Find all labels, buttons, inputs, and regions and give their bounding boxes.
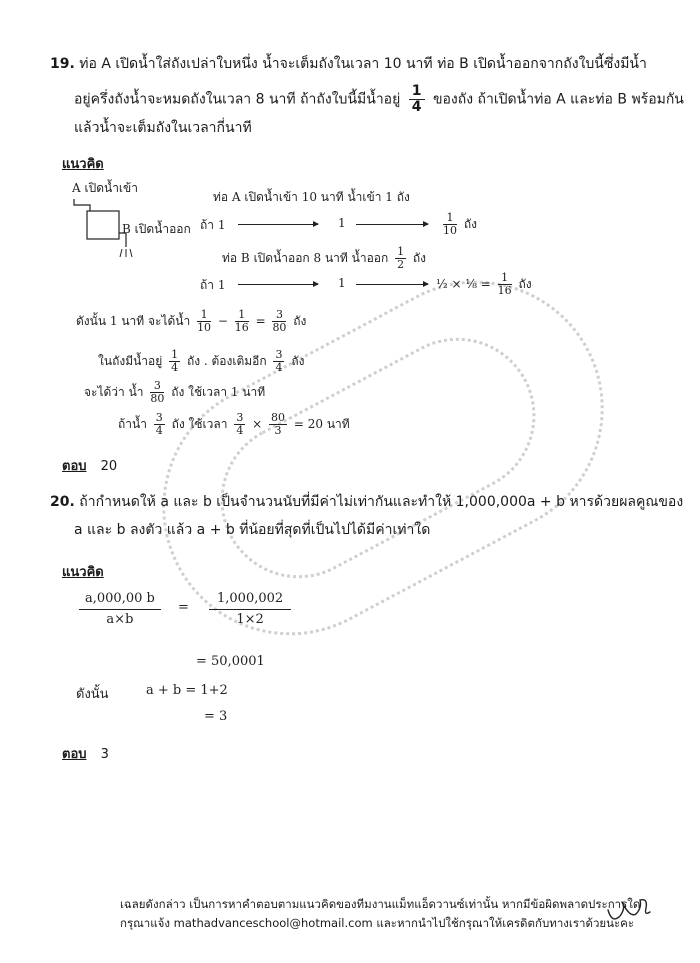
r8-times: × bbox=[252, 417, 263, 431]
q19-line2 bbox=[74, 84, 684, 115]
work-row-4-result bbox=[436, 272, 532, 297]
q20-line2 bbox=[74, 516, 430, 544]
work-row-2-left: ถ้า 1 bbox=[200, 218, 226, 232]
q19-method-label: แนวคิด bbox=[62, 157, 104, 172]
f2-num: 1,000,002 bbox=[209, 589, 291, 610]
work-row-2-mid: 1 bbox=[338, 216, 346, 230]
r5-b-den: 16 bbox=[234, 321, 249, 334]
q20-text-2: a และ b ลงตัว แล้ว a + b ที่น้อยที่สุดที่เป็นไปได้มีค่าเท่าใด bbox=[74, 522, 431, 538]
q19-answer-value: 20 bbox=[100, 459, 118, 474]
r6-b-num: 3 bbox=[275, 348, 283, 361]
q19-text-2b: ของถัง ถ้าเปิดน้ำท่อ A และท่อ B พร้อมกัน bbox=[432, 91, 684, 108]
q19-line1 bbox=[50, 50, 647, 78]
r5-c-den: 80 bbox=[272, 321, 287, 334]
q20-number: 20. bbox=[50, 494, 75, 510]
r6-a-num: 1 bbox=[171, 348, 179, 361]
q20-eq-3: = 3 bbox=[204, 709, 228, 724]
r8-post: = 20 นาที bbox=[293, 417, 350, 431]
footer-line-2: กรุณาแจ้ง mathadvanceschool@hotmail.com และหากนำไปใช้กรุณาให้เครดิตกับทางเราด้วยนะคะ bbox=[120, 916, 635, 930]
r2-den: 10 bbox=[443, 224, 457, 237]
r8-pre: ถ้าน้ำ bbox=[118, 417, 147, 431]
q19-line3 bbox=[74, 114, 252, 142]
r5-pre: ดังนั้น 1 นาที จะได้น้ำ bbox=[76, 314, 191, 328]
r8-b-num: 80 bbox=[271, 411, 286, 424]
watermark-ring bbox=[117, 236, 649, 681]
r4-unit: ถัง bbox=[518, 277, 532, 291]
arrow-row-4a bbox=[238, 284, 318, 285]
r8-a-num: 3 bbox=[236, 411, 244, 424]
r6-a-den: 4 bbox=[171, 361, 179, 374]
tank-label-a: A เปิดน้ำเข้า bbox=[72, 181, 138, 195]
r5-a-num: 1 bbox=[197, 309, 211, 322]
signature-icon bbox=[602, 888, 654, 930]
r4-den: 16 bbox=[497, 284, 512, 297]
r5-b-num: 1 bbox=[235, 309, 249, 322]
q19-frac-num: 1 bbox=[409, 84, 425, 100]
f2-den: 1×2 bbox=[236, 612, 264, 627]
r6-mid: ถัง . ต้องเติมอีก bbox=[186, 354, 267, 368]
q20-sum: a + b = 1+2 bbox=[146, 683, 228, 698]
work-row-6 bbox=[98, 349, 304, 374]
r8-a-den: 4 bbox=[236, 424, 244, 437]
q19-fraction bbox=[409, 84, 425, 115]
q19-text-3: แล้วน้ำจะเต็มถังในเวลากี่นาที bbox=[74, 120, 252, 136]
q20-answer-value: 3 bbox=[100, 747, 109, 762]
r3-text: ท่อ B เปิดน้ำออก 8 นาที น้ำออก bbox=[222, 251, 389, 265]
footer-line-1: เฉลยดังกล่าว เป็นการหาคำตอบตามแนวคิดของทีมงานแม็ทแอ็ดวานซ์เท่านั้น หากมีข้อผิดพลาดประการใด bbox=[120, 897, 641, 911]
q20-eq-1: = bbox=[178, 600, 189, 615]
work-row-7 bbox=[84, 380, 265, 405]
r7-pre: จะได้ว่า น้ำ bbox=[84, 385, 144, 399]
work-row-3 bbox=[222, 246, 426, 271]
q19-answer-label: ตอบ bbox=[62, 459, 87, 474]
q19-answer bbox=[62, 455, 117, 476]
r7-post: ถัง ใช้เวลา 1 นาที bbox=[171, 385, 266, 399]
q19-text-2a: อยู่ครึ่งถังน้ำจะหมดถังในเวลา 8 นาที ถ้าถังใบนี้มีน้ำอยู่ bbox=[74, 91, 401, 108]
q20-eq-2: = 50,0001 bbox=[196, 654, 265, 669]
r6-pre: ในถังมีน้ำอยู่ bbox=[98, 354, 163, 368]
r5-a-den: 10 bbox=[197, 321, 212, 334]
r3-den: 2 bbox=[397, 258, 405, 271]
tank-label-b: B เปิดน้ำออก bbox=[122, 222, 191, 236]
work-row-4-mid: 1 bbox=[338, 276, 346, 290]
work-row-5: ดังนั้น 1 นาที จะได้น้ำ $\frac{1}{10}$ − $\frac{1}{16}$ = $\frac{3}{80}$ ถัง bbox=[76, 308, 307, 334]
q19-number: 19. bbox=[50, 56, 75, 72]
q20-method-label: แนวคิด bbox=[62, 565, 104, 580]
arrow-row-2b bbox=[356, 224, 428, 225]
q20-so: ดังนั้น bbox=[76, 687, 109, 702]
r8-mid: ถัง ใช้เวลา bbox=[171, 417, 228, 431]
r8-den: 4 bbox=[155, 424, 163, 437]
r7-den: 80 bbox=[150, 392, 165, 405]
r5-c-num: 3 bbox=[272, 309, 286, 322]
r6-unit: ถัง bbox=[291, 354, 305, 368]
work-row-8 bbox=[118, 412, 350, 437]
r3-unit: ถัง bbox=[412, 251, 427, 265]
work-row-4-left: ถ้า 1 bbox=[200, 278, 226, 292]
f1-den: a×b bbox=[106, 612, 134, 627]
arrow-row-4b bbox=[356, 284, 428, 285]
q20-fraction-2 bbox=[206, 589, 294, 630]
q20-line1 bbox=[50, 488, 683, 516]
q20-answer bbox=[62, 743, 109, 764]
r6-b-den: 4 bbox=[275, 361, 283, 374]
r2-num: 1 bbox=[443, 212, 457, 225]
arrow-row-2a bbox=[238, 224, 318, 225]
r8-num: 3 bbox=[155, 411, 163, 424]
q19-text-1: ท่อ A เปิดน้ำใส่ถังเปล่าใบหนึ่ง น้ำจะเต็มถังในเวลา 10 นาที ท่อ B เปิดน้ำออกจากถังใบนี้ซึ่งมีน้ำ bbox=[79, 56, 647, 72]
q19-frac-den: 4 bbox=[411, 99, 422, 115]
r7-num: 3 bbox=[150, 380, 164, 393]
r8-b-den: 3 bbox=[274, 424, 282, 437]
r3-num: 1 bbox=[397, 245, 405, 258]
q20-fraction-1 bbox=[76, 589, 164, 630]
r2-unit: ถัง bbox=[463, 217, 477, 231]
work-row-2-result bbox=[440, 212, 477, 237]
r5-unit: ถัง bbox=[293, 314, 307, 328]
r4-num: 1 bbox=[498, 272, 512, 285]
r4-expr: ½ × ⅛ = bbox=[436, 277, 495, 291]
q20-text-1: ถ้ากำหนดให้ a และ b เป็นจำนวนนับที่มีค่าไม่เท่ากันและทำให้ 1,000,000a + b หารด้วยผลคูณของ bbox=[79, 494, 684, 510]
work-row-1: ท่อ A เปิดน้ำเข้า 10 นาที น้ำเข้า 1 ถัง bbox=[213, 190, 410, 204]
q20-answer-label: ตอบ bbox=[62, 747, 87, 762]
f1-num: a,000,00 b bbox=[79, 589, 161, 610]
